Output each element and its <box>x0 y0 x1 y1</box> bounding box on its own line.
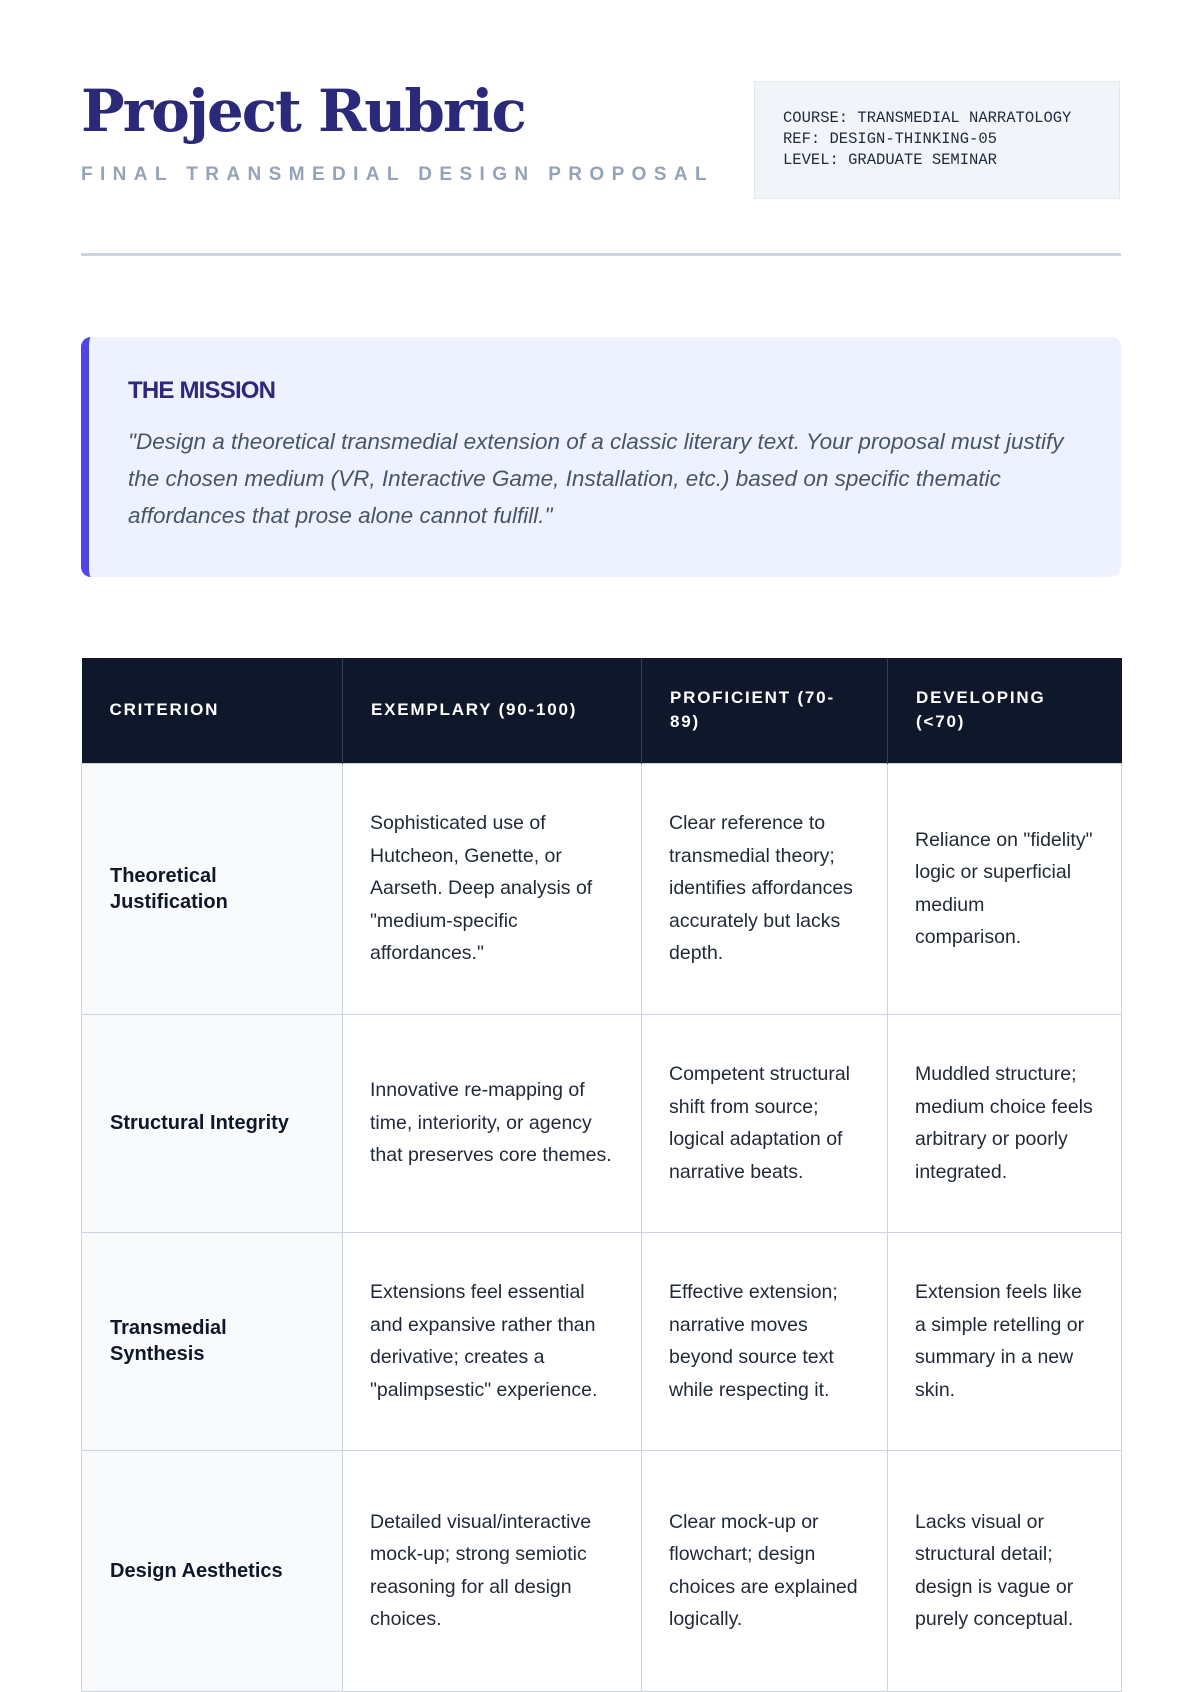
proficient-cell: Competent structural shift from source; logical adaptation of narrative beats. <box>642 1014 888 1232</box>
page-subtitle: FINAL TRANSMEDIAL DESIGN PROPOSAL <box>81 164 715 185</box>
mission-callout <box>81 337 1121 577</box>
exemplary-cell: Detailed visual/interactive mock-up; strong semiotic reasoning for all design choices. <box>343 1450 642 1691</box>
criterion-cell: Design Aesthetics <box>82 1450 343 1691</box>
page-title: Project Rubric <box>81 77 525 145</box>
header-divider <box>81 253 1121 256</box>
developing-cell: Muddled structure; medium choice feels arbitrary or poorly integrated. <box>888 1014 1122 1232</box>
table-row <box>82 1232 1122 1450</box>
course-label: COURSE: TRANSMEDIAL NARRATOLOGY <box>783 109 1072 127</box>
table-row <box>82 1450 1122 1691</box>
mission-quote: "Design a theoretical transmedial extension of a classic literary text. Your proposal must justify the chosen medium (VR, Interactive Game, Installation, etc.) based on specific thematic affordances that prose alone cannot fulfill." <box>128 429 1064 528</box>
proficient-cell: Clear mock-up or flowchart; design choices are explained logically. <box>642 1450 888 1691</box>
proficient-cell: Clear reference to transmedial theory; identifies affordances accurately but lacks depth. <box>642 763 888 1014</box>
exemplary-cell: Extensions feel essential and expansive rather than derivative; creates a "palimpsestic" experience. <box>343 1232 642 1450</box>
developing-cell: Reliance on "fidelity" logic or superficial medium comparison. <box>888 763 1122 1014</box>
exemplary-cell: Innovative re-mapping of time, interiority, or agency that preserves core themes. <box>343 1014 642 1232</box>
rubric-table <box>81 658 1122 1692</box>
level-label: LEVEL: GRADUATE SEMINAR <box>783 151 997 169</box>
course-meta-box <box>754 81 1120 199</box>
reference-label: REF: DESIGN-THINKING-05 <box>783 130 997 148</box>
table-row <box>82 763 1122 1014</box>
criterion-cell: Transmedial Synthesis <box>82 1232 343 1450</box>
criterion-cell: Structural Integrity <box>82 1014 343 1232</box>
table-header-row <box>82 658 1122 763</box>
column-header-criterion: CRITERION <box>82 658 343 763</box>
mission-heading: THE MISSION <box>128 377 276 404</box>
criterion-cell: Theoretical Justification <box>82 763 343 1014</box>
column-header-developing: DEVELOPING (<70) <box>888 658 1122 763</box>
proficient-cell: Effective extension; narrative moves beyond source text while respecting it. <box>642 1232 888 1450</box>
column-header-proficient: PROFICIENT (70-89) <box>642 658 888 763</box>
developing-cell: Lacks visual or structural detail; design is vague or purely conceptual. <box>888 1450 1122 1691</box>
exemplary-cell: Sophisticated use of Hutcheon, Genette, or Aarseth. Deep analysis of "medium-specific affordances." <box>343 763 642 1014</box>
table-row <box>82 1014 1122 1232</box>
column-header-exemplary: EXEMPLARY (90-100) <box>343 658 642 763</box>
developing-cell: Extension feels like a simple retelling or summary in a new skin. <box>888 1232 1122 1450</box>
